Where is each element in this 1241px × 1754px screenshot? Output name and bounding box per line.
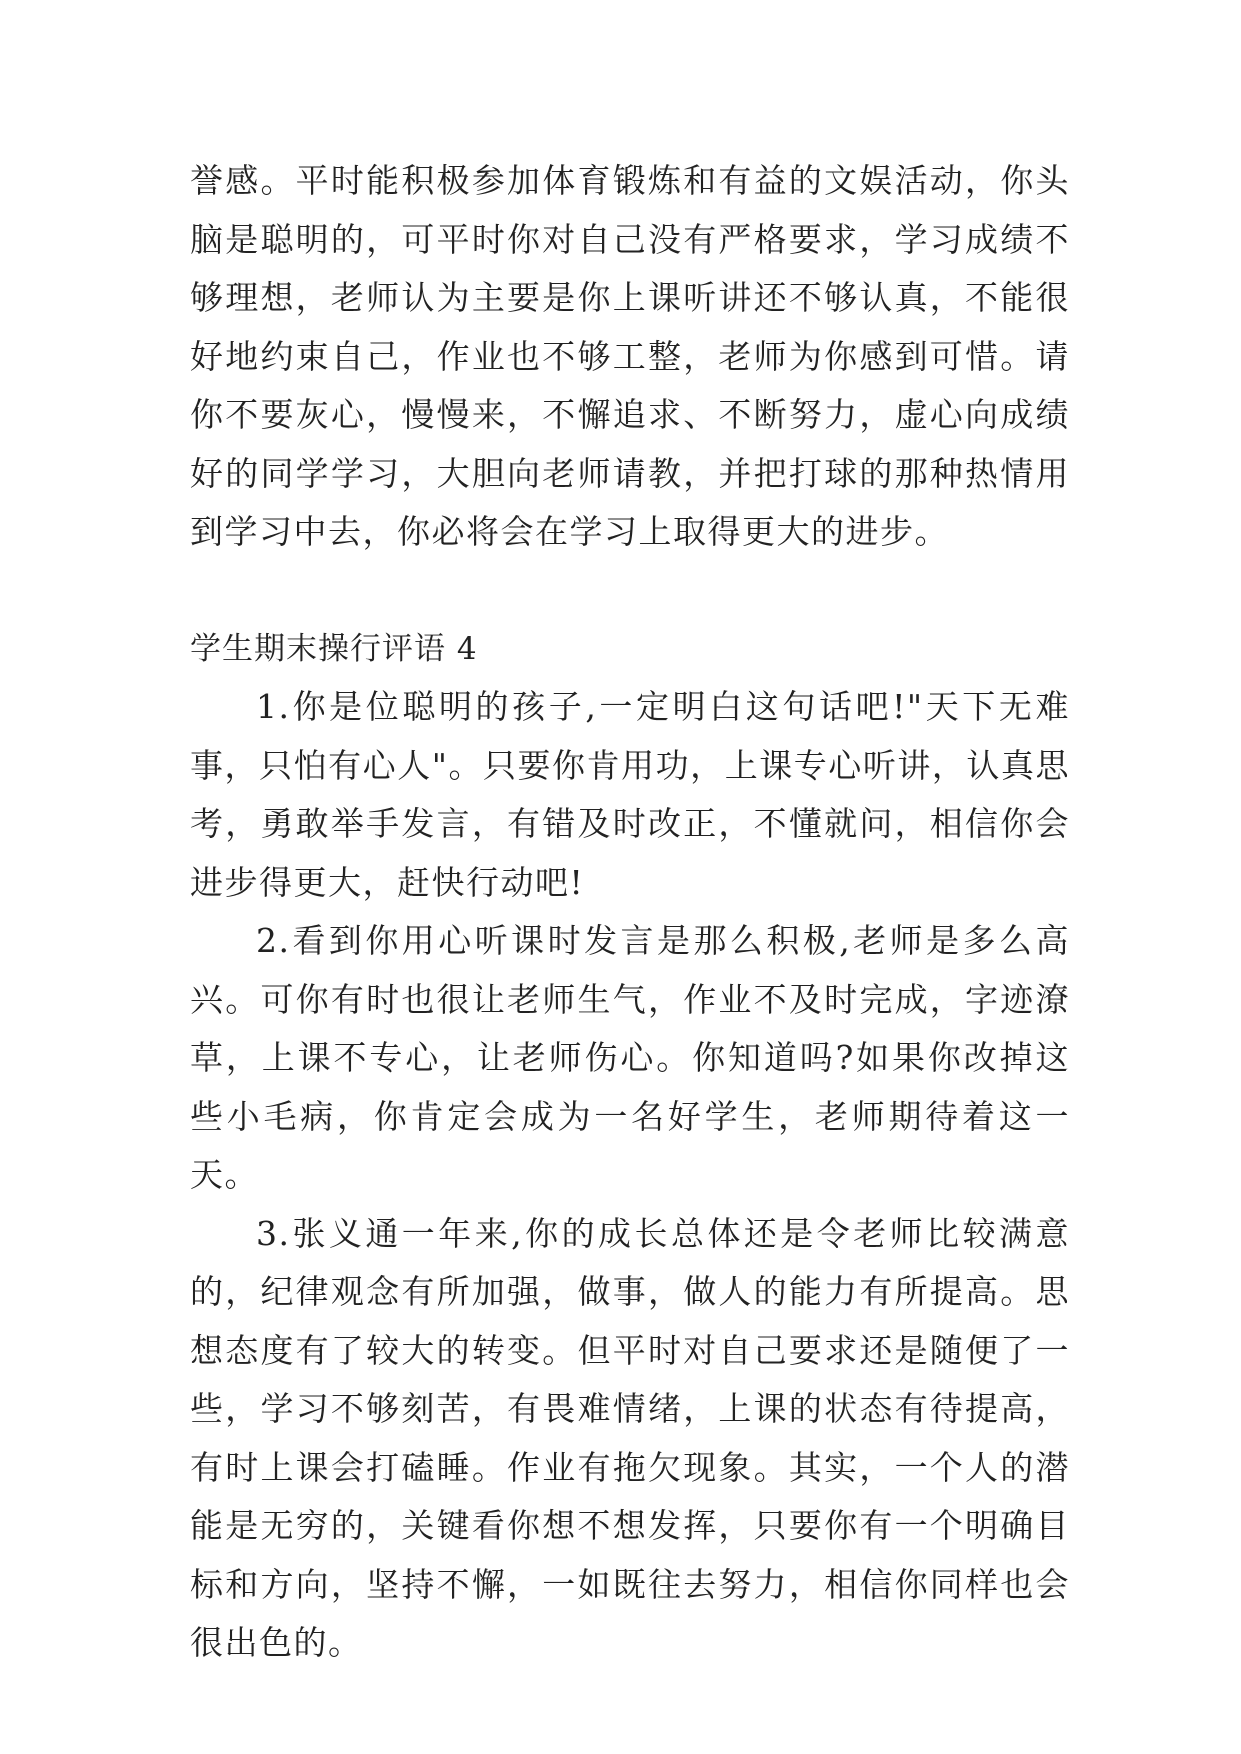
section-heading: 学生期末操行评语 4 <box>190 630 478 667</box>
document-body <box>190 152 1070 1673</box>
comment-item-1: 1.你是位聪明的孩子,一定明白这句话吧!"天下无难事，只怕有心人"。只要你肯用功，上课专心听讲，认真思考，勇敢举手发言，有错及时改正，不懂就问，相信你会进步得更大，赶快行动吧! <box>190 687 1070 902</box>
comment-item-3: 3.张义通一年来,你的成长总体还是令老师比较满意的，纪律观念有所加强，做事，做人的能力有所提高。思想态度有了较大的转变。但平时对自己要求还是随便了一些，学习不够刻苦，有畏难情绪，上课的状态有待提高，有时上课会打磕睡。作业有拖欠现象。其实，一个人的潜能是无穷的，关键看你想不想发挥，只要你有一个明确目标和方向，坚持不懈，一如既往去努力，相信你同样也会很出色的。 <box>190 1213 1070 1662</box>
intro-paragraph: 誉感。平时能积极参加体育锻炼和有益的文娱活动，你头脑是聪明的，可平时你对自己没有严格要求，学习成绩不够理想，老师认为主要是你上课听讲还不够认真，不能很好地约束自己，作业也不够工整，老师为你感到可惜。请你不要灰心，慢慢来，不懈追求、不断努力，虚心向成绩好的同学学习，大胆向老师请教，并把打球的那种热情用到学习中去，你必将会在学习上取得更大的进步。 <box>190 161 1070 551</box>
comment-item-2: 2.看到你用心听课时发言是那么积极,老师是多么高兴。可你有时也很让老师生气，作业不及时完成，字迹潦草，上课不专心，让老师伤心。你知道吗?如果你改掉这些小毛病，你肯定会成为一名好学生，老师期待着这一天。 <box>190 921 1070 1194</box>
